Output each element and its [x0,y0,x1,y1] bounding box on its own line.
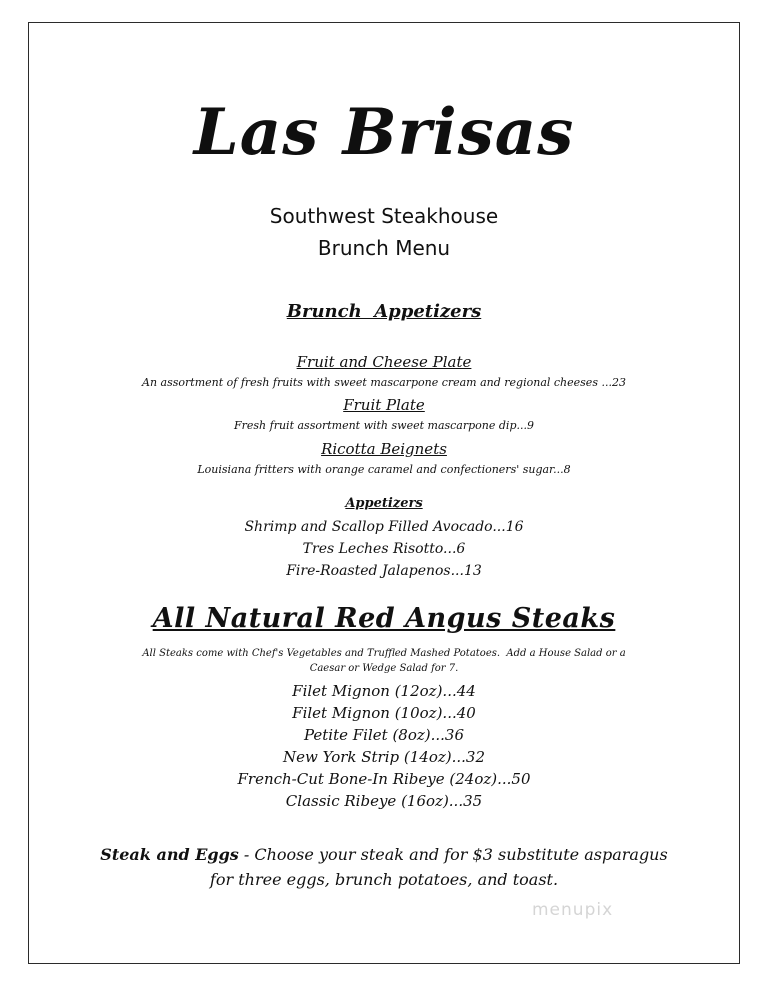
menu-item-name: Ricotta Beignets [321,440,447,458]
brunch-appetizers-heading: Brunch Appetizers [286,301,482,322]
steaks-heading: All Natural Red Angus Steaks [152,603,616,634]
watermark-logo: menupix [532,900,614,920]
subtitle-steakhouse: Southwest Steakhouse [269,204,499,228]
steak-and-eggs [0,842,768,892]
list-item: French-Cut Bone-In Ribeye (24oz)...50 [237,770,531,788]
subtitle [0,200,768,264]
steaks-note [0,646,768,676]
menu-item-description: An assortment of fresh fruits with sweet mascarpone cream and regional cheeses ...23 [142,376,626,389]
list-item: Tres Leches Risotto...6 [302,541,466,557]
steak-list [0,680,768,812]
list-item: Petite Filet (8oz)...36 [303,726,465,744]
subtitle-brunch-menu: Brunch Menu [317,236,451,260]
list-item: New York Strip (14oz)...32 [282,748,486,766]
steak-and-eggs-text: - Choose your steak and for $3 substitute asparagus [238,845,668,864]
list-item: Filet Mignon (12oz)...44 [292,682,476,700]
restaurant-title: Las Brisas [193,95,575,170]
steaks-note-line1: All Steaks come with Chef's Vegetables and Truffled Mashed Potatoes. Add a House Salad or a [142,648,626,659]
menu-item-name: Fruit Plate [343,396,425,414]
menu-item-name: Fruit and Cheese Plate [296,353,472,371]
steak-and-eggs-line1 [0,842,768,867]
appetizers-heading: Appetizers [345,496,423,511]
menu-item-description: Louisiana fritters with orange caramel and confectioners' sugar...8 [197,463,571,476]
menu-item-description: Fresh fruit assortment with sweet mascarpone dip...9 [234,419,534,432]
list-item: Shrimp and Scallop Filled Avocado...16 [244,519,524,535]
list-item: Classic Ribeye (16oz)...35 [285,792,483,810]
steak-and-eggs-line2: for three eggs, brunch potatoes, and toast. [209,870,559,889]
steak-and-eggs-label: Steak and Eggs [100,845,239,864]
list-item: Filet Mignon (10oz)...40 [292,704,476,722]
appetizers-list [0,516,768,582]
list-item: Fire-Roasted Jalapenos...13 [286,563,482,579]
steaks-note-line2: Caesar or Wedge Salad for 7. [309,663,459,674]
